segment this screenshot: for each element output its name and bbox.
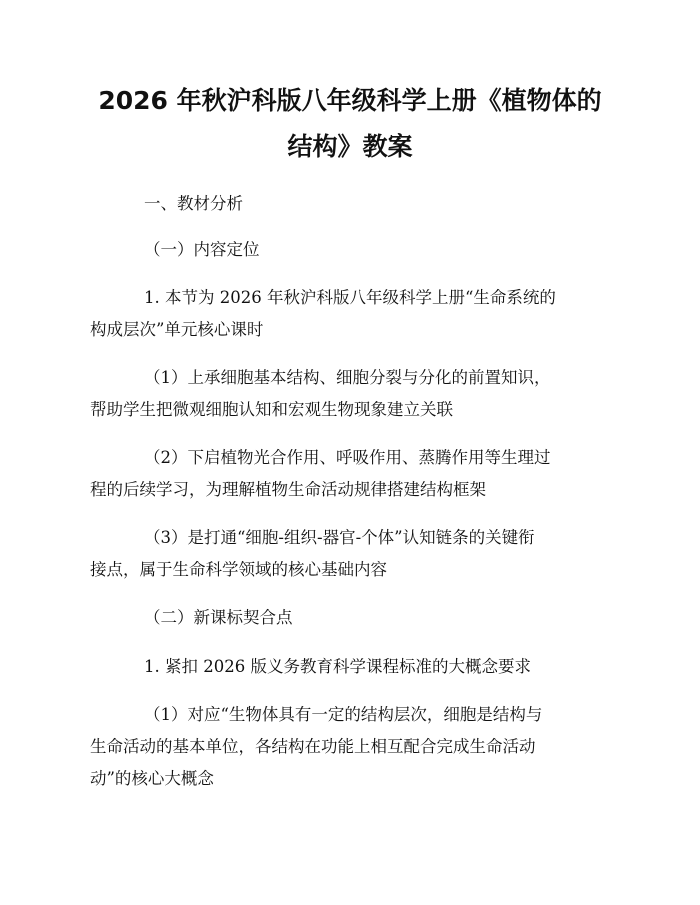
paragraph-1-line-2: 构成层次”单元核心课时 — [90, 320, 264, 339]
paragraph-4-line-1: （3）是打通“细胞-组织-器官-个体”认知链条的关键衔 — [144, 528, 535, 547]
paragraph-2-line-1: （1）上承细胞基本结构、细胞分裂与分化的前置知识， — [144, 368, 551, 387]
subsection-heading-content-positioning: （一）内容定位 — [144, 240, 260, 259]
subsection-heading-curriculum-fit: （二）新课标契合点 — [144, 608, 293, 627]
paragraph-5-line-1: 1. 紧扣 2026 版义务教育科学课程标准的大概念要求 — [144, 657, 531, 676]
paragraph-2-line-2: 帮助学生把微观细胞认知和宏观生物现象建立关联 — [90, 400, 453, 419]
paragraph-3-line-1: （2）下启植物光合作用、呼吸作用、蒸腾作用等生理过 — [144, 448, 551, 467]
paragraph-4-line-2: 接点，属于生命科学领域的核心基础内容 — [90, 560, 387, 579]
section-heading-textbook-analysis: 一、教材分析 — [144, 194, 243, 213]
paragraph-1-line-1: 1. 本节为 2026 年秋沪科版八年级科学上册“生命系统的 — [144, 288, 556, 307]
paragraph-6-line-2: 生命活动的基本单位，各结构在功能上相互配合完成生命活动 — [90, 737, 536, 756]
document-title-line-2: 结构》教案 — [287, 132, 413, 161]
paragraph-3-line-2: 程的后续学习，为理解植物生命活动规律搭建结构框架 — [90, 480, 486, 499]
paragraph-6-line-1: （1）对应“生物体具有一定的结构层次，细胞是结构与 — [144, 705, 543, 724]
paragraph-6-line-3: 动”的核心大概念 — [90, 769, 214, 788]
document-title-line-1: 2026 年秋沪科版八年级科学上册《植物体的 — [98, 86, 602, 115]
